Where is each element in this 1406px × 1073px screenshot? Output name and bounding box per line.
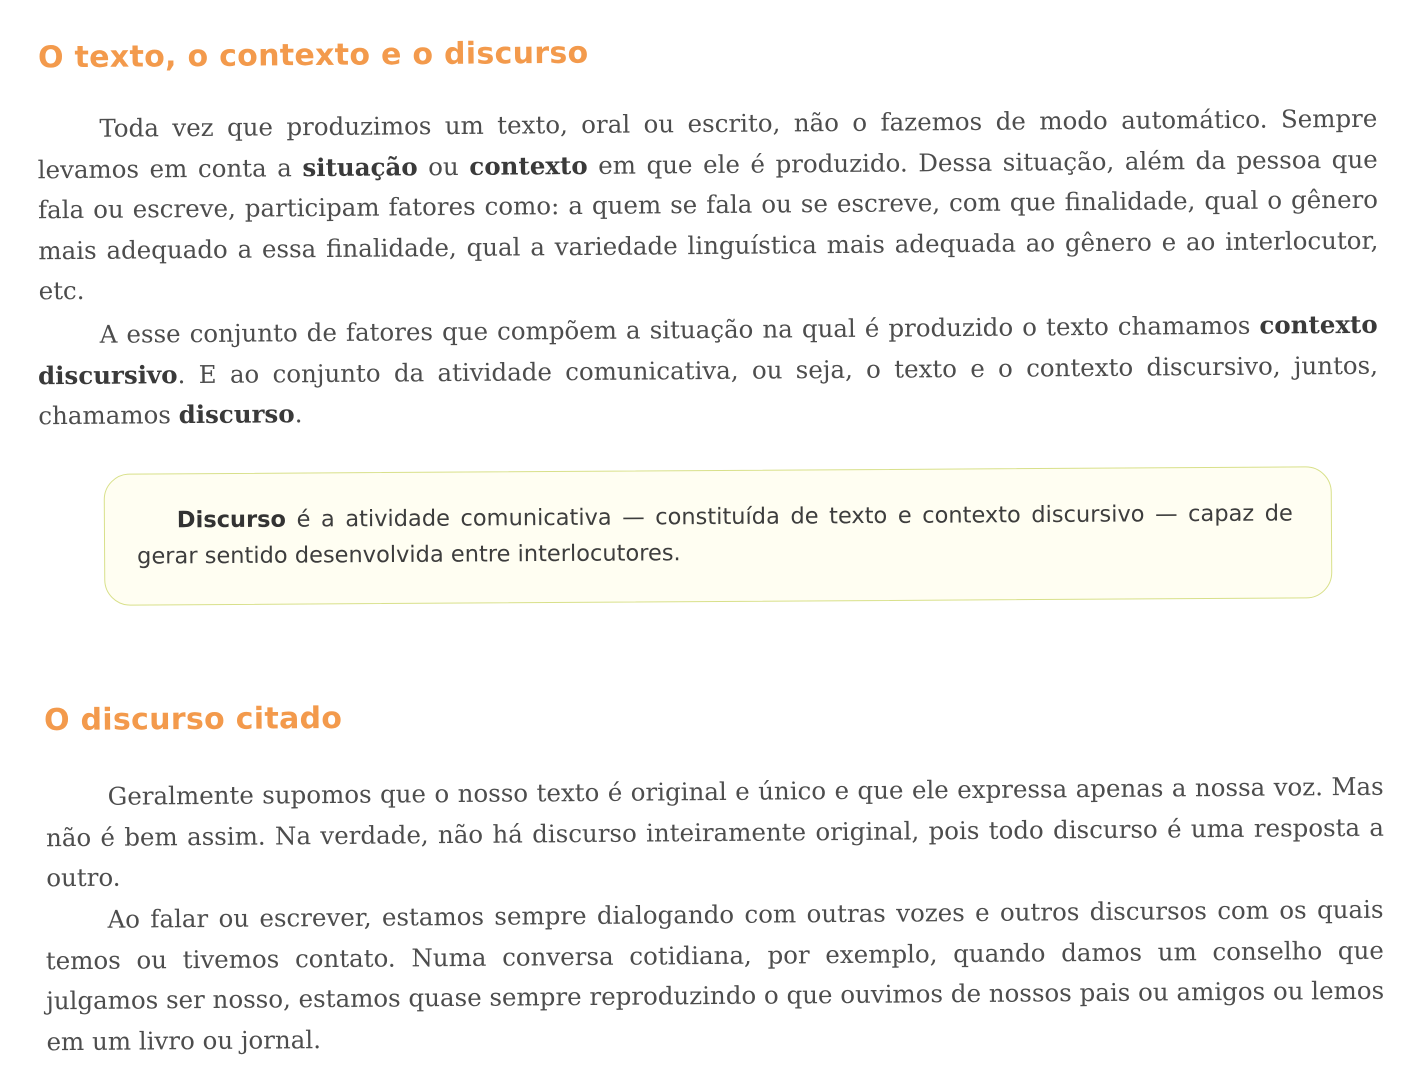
paragraph-contexto <box>37 99 1379 312</box>
section-title-discurso-citado: O discurso citado <box>43 700 343 739</box>
paragraph-segment: . <box>294 399 303 429</box>
term-contexto-discursivo: contexto discursivo <box>37 309 1378 390</box>
definition-box <box>104 466 1333 605</box>
paragraph-segment: em que ele é produzido. Dessa situação, além da pessoa que fala ou escreve, participam fatores como: a quem se fala ou se escreve, com que finalidade, qual o gênero mais adequado a essa finalidade, qual a variedade linguística mais adequada ao gênero e ao interlocutor, etc. <box>37 144 1379 306</box>
paragraph-segment: Toda vez que produzimos um texto, oral ou escrito, não o fazemos de modo automático. Sempre levamos em conta a <box>37 103 1378 184</box>
paragraph-segment: . E ao conjunto da atividade comunicativa, ou seja, o texto e o contexto discursivo, juntos, chamamos <box>38 350 1379 431</box>
definition-text <box>137 495 1293 574</box>
paragraph-discurso-original: Geralmente supomos que o nosso texto é original e único e que ele expressa apenas a nossa voz. Mas não é bem assim. Na verdade, não há discurso inteiramente original, pois todo discurso é uma resposta a outro. <box>45 771 1385 893</box>
paragraph-segment: A esse conjunto de fatores que compõem a situação na qual é produzido o texto chamamos <box>99 310 1260 349</box>
section-title-texto-contexto-discurso: O texto, o contexto e o discurso <box>37 35 589 76</box>
term-discurso: discurso <box>178 399 295 430</box>
term-situacao: situação <box>302 151 418 182</box>
paragraph-segment: ou <box>417 151 470 181</box>
paragraph-dialogo-vozes: Ao falar ou escrever, estamos sempre dialogando com outras vozes e outros discursos com os quais temos ou tivemos contato. Numa conversa cotidiana, por exemplo, quando damos um conselho que julgamos ser nosso, estamos quase sempre reproduzindo o que ouvimos de nossos pais ou amigos ou lemos em um livro ou jornal. <box>45 894 1385 1056</box>
definition-term: Discurso <box>176 506 287 534</box>
paragraph-contexto-discursivo <box>38 305 1379 437</box>
term-contexto: contexto <box>469 150 588 181</box>
definition-body: é a atividade comunicativa — constituída de texto e contexto discursivo — capaz de gerar sentido desenvolvida entre interlocutores. <box>137 500 1293 570</box>
